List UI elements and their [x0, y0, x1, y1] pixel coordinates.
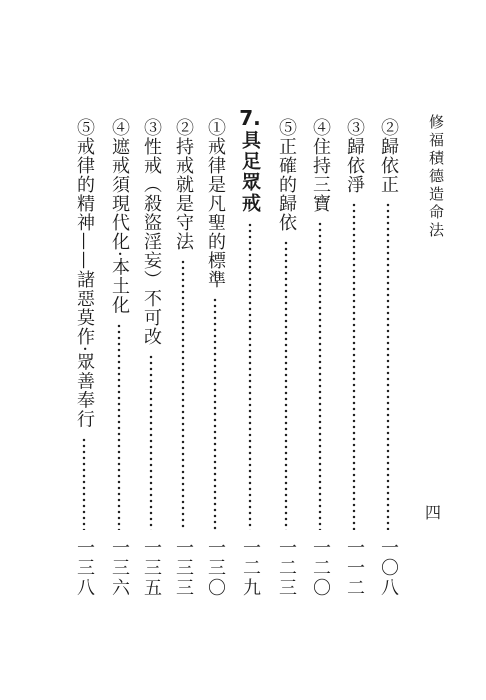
- section-page: 一二九: [240, 538, 261, 598]
- toc-entry-title: ⑤正確的歸依: [276, 118, 297, 232]
- toc-entry: [138, 118, 164, 598]
- dot-leader: [318, 221, 322, 530]
- toc-entry-title: ④住持三寶: [310, 118, 331, 213]
- toc-entry: [307, 118, 333, 598]
- dot-leader: [181, 259, 185, 530]
- toc-entry-title: ⑤戒律的精神——諸惡莫作·眾善奉行: [74, 118, 95, 429]
- toc-entry-page: 一三八: [74, 538, 95, 598]
- book-title: 修福積德造命法: [427, 114, 445, 240]
- toc-entry-page: 一二〇: [310, 538, 331, 598]
- toc-entry: [273, 118, 299, 598]
- dot-leader: [213, 297, 217, 530]
- toc-entry-title: ①戒律是凡聖的標準: [205, 118, 226, 289]
- toc-entry-page: 一三三: [173, 538, 194, 598]
- toc-entry-page: 一二三: [276, 538, 297, 598]
- toc-section: [236, 106, 264, 598]
- toc-entry-page: 一三〇: [205, 538, 226, 598]
- dot-leader: [149, 354, 153, 530]
- dot-leader: [248, 222, 252, 530]
- dot-leader: [117, 323, 121, 530]
- toc-entry: [375, 118, 401, 598]
- toc-entry: [341, 118, 367, 598]
- toc-entry-page: 一三六: [109, 538, 130, 598]
- toc-entry-page: 一〇八: [378, 538, 399, 598]
- toc-entry-page: 一一二: [344, 538, 365, 598]
- toc-entry: [71, 118, 97, 598]
- toc-entry-title: ③歸依淨: [344, 118, 365, 194]
- folio-page-number: 四: [425, 503, 442, 522]
- toc-entry: [202, 118, 228, 598]
- toc-entry-title: ④遮戒須現代化·本土化: [109, 118, 130, 315]
- toc-entry-title: ③性戒（殺盜淫妄）不可改: [141, 118, 162, 346]
- section-number: 7.: [239, 106, 261, 130]
- toc-entry: [170, 118, 196, 598]
- dot-leader: [386, 202, 390, 530]
- dot-leader: [82, 437, 86, 530]
- toc-entry-title: ②歸依正: [378, 118, 399, 194]
- toc-entry: [106, 118, 132, 598]
- section-title: 具足眾戒: [239, 130, 261, 214]
- dot-leader: [284, 240, 288, 530]
- toc-entry-title: ②持戒就是守法: [173, 118, 194, 251]
- toc-entry-page: 一三五: [141, 538, 162, 598]
- dot-leader: [352, 202, 356, 530]
